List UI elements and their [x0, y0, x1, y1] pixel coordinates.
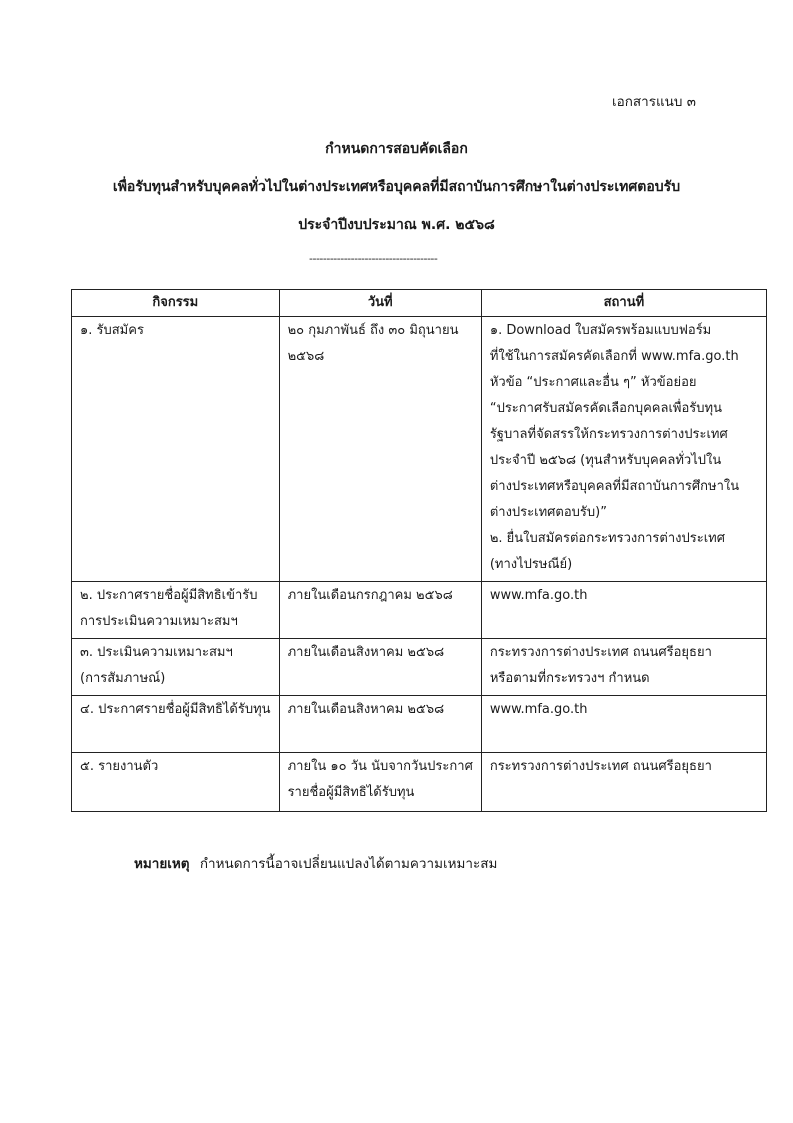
- header-date: วันที่: [279, 290, 481, 317]
- cell-text: ๒๕๖๘: [287, 349, 325, 364]
- cell-text: ต่างประเทศหรือบุคคลที่มีสถาบันการศึกษาใน: [489, 479, 740, 494]
- activity-cell: [72, 639, 280, 696]
- cell-text: ๑. Download ใบสมัครพร้อมแบบฟอร์ม: [489, 323, 712, 338]
- table-row: [72, 753, 767, 812]
- date-cell: [279, 696, 481, 753]
- table-header-row: [72, 290, 767, 317]
- activity-cell: [72, 753, 280, 812]
- place-cell: [481, 753, 766, 812]
- header-activity: กิจกรรม: [72, 290, 280, 317]
- cell-text: ๒. ยื่นใบสมัครต่อกระทรวงการต่างประเทศ: [489, 531, 725, 546]
- cell-text: ที่ใช้ในการสมัครคัดเลือกที่ www.mfa.go.th: [489, 349, 739, 364]
- cell-text: ภายใน ๑๐ วัน นับจากวันประกาศ: [287, 759, 473, 774]
- date-cell: [279, 582, 481, 639]
- document-attachment-label: เอกสารแนบ ๓: [612, 94, 696, 110]
- footnote-label: หมายเหตุ: [134, 856, 190, 872]
- footnote: [134, 852, 497, 874]
- cell-text: กระทรวงการต่างประเทศ ถนนศรีอยุธยา: [489, 759, 712, 774]
- cell-text: ประจำปี ๒๕๖๘ (ทุนสำหรับบุคคลทั่วไปใน: [489, 453, 722, 468]
- title-line-2: เพื่อรับทุนสำหรับบุคคลทั่วไปในต่างประเทศหรือบุคคลที่มีสถาบันการศึกษาในต่างประเทศตอบรับ: [112, 179, 681, 195]
- table-row: [72, 639, 767, 696]
- title-line-1: กำหนดการสอบคัดเลือก: [325, 141, 468, 157]
- cell-text: ๒๐ กุมภาพันธ์ ถึง ๓๐ มิถุนายน: [287, 323, 459, 338]
- cell-text: การประเมินความเหมาะสมฯ: [80, 614, 238, 629]
- cell-text: “ประกาศรับสมัครคัดเลือกบุคคลเพื่อรับทุน: [489, 401, 722, 416]
- table-row: [72, 582, 767, 639]
- cell-text: กระทรวงการต่างประเทศ ถนนศรีอยุธยา: [489, 645, 712, 660]
- schedule-table: [71, 289, 767, 812]
- title-line-3: ประจำปีงบประมาณ พ.ศ. ๒๕๖๘: [298, 217, 495, 233]
- activity-cell: [72, 582, 280, 639]
- cell-text: หัวข้อ “ประกาศและอื่น ๆ” หัวข้อย่อย: [489, 375, 697, 390]
- activity-cell: [72, 317, 280, 582]
- header-place: สถานที่: [481, 290, 766, 317]
- cell-text: www.mfa.go.th: [489, 588, 588, 603]
- cell-text: (ทางไปรษณีย์): [489, 557, 573, 572]
- cell-text: ๓. ประเมินความเหมาะสมฯ: [80, 645, 233, 660]
- place-cell: [481, 639, 766, 696]
- cell-text: หรือตามที่กระทรวงฯ กำหนด: [489, 671, 650, 686]
- place-cell: [481, 696, 766, 753]
- cell-text: ๒. ประกาศรายชื่อผู้มีสิทธิเข้ารับ: [80, 588, 258, 603]
- cell-text: (การสัมภาษณ์): [80, 671, 166, 686]
- cell-text: ภายในเดือนสิงหาคม ๒๕๖๘: [287, 645, 445, 660]
- cell-text: ๔. ประกาศรายชื่อผู้มีสิทธิได้รับทุน: [80, 702, 271, 717]
- cell-text: รายชื่อผู้มีสิทธิได้รับทุน: [287, 785, 415, 800]
- cell-text: ต่างประเทศตอบรับ)”: [489, 505, 607, 520]
- cell-text: www.mfa.go.th: [489, 702, 588, 717]
- table-row: [72, 317, 767, 582]
- place-cell: [481, 317, 766, 582]
- date-cell: [279, 317, 481, 582]
- activity-cell: [72, 696, 280, 753]
- place-cell: [481, 582, 766, 639]
- cell-text: ๕. รายงานตัว: [80, 759, 159, 774]
- title-divider: -------------------------------------: [309, 252, 438, 265]
- date-cell: [279, 753, 481, 812]
- cell-text: ภายในเดือนสิงหาคม ๒๕๖๘: [287, 702, 445, 717]
- date-cell: [279, 639, 481, 696]
- cell-text: ๑. รับสมัคร: [80, 323, 144, 338]
- cell-text: ภายในเดือนกรกฎาคม ๒๕๖๘: [287, 588, 453, 603]
- cell-text: รัฐบาลที่จัดสรรให้กระทรวงการต่างประเทศ: [489, 427, 728, 442]
- footnote-text: กำหนดการนี้อาจเปลี่ยนแปลงได้ตามความเหมาะสม: [199, 856, 498, 872]
- table-row: [72, 696, 767, 753]
